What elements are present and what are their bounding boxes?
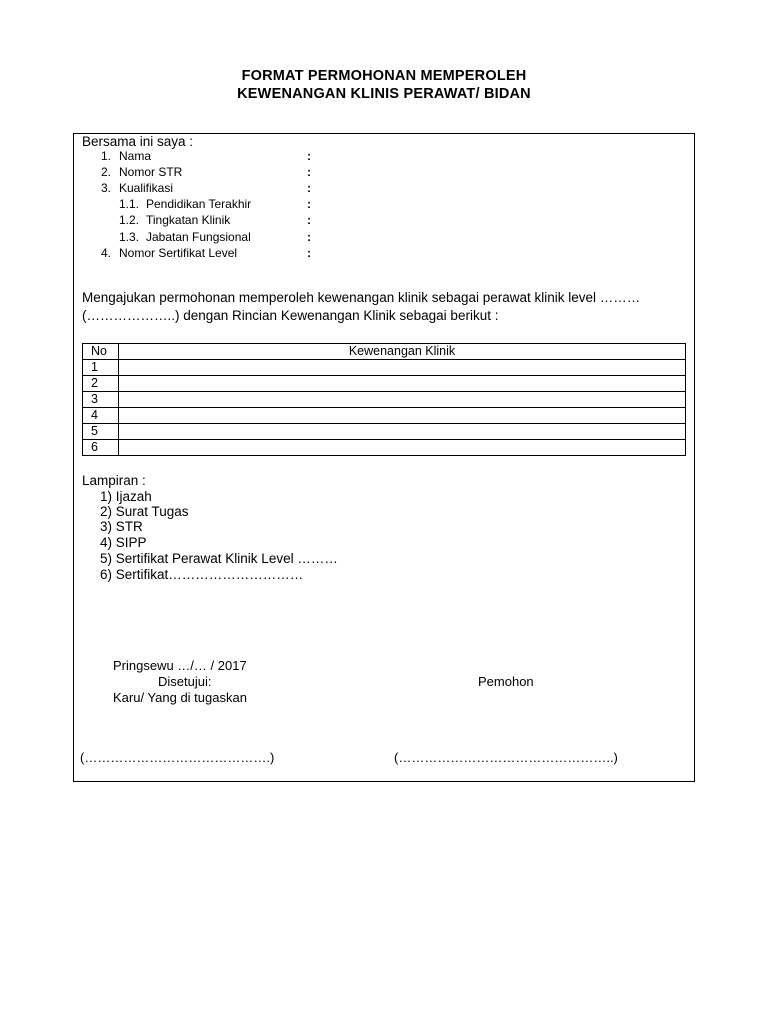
table-header-row [83,344,686,360]
column-header-no: No [83,344,119,360]
applicant-label: Pemohon [478,674,534,689]
place-date: Pringsewu …/… / 2017 [113,658,247,673]
table-row [83,424,686,440]
title-line-1: FORMAT PERMOHONAN MEMPEROLEH [241,68,527,84]
field-number: 2. [101,165,112,179]
lampiran-item: 1) Ijazah [100,489,152,504]
field-label-tingkatan: Tingkatan Klinik [146,213,231,227]
table-row [83,376,686,392]
form-box [73,133,695,782]
approved-label: Disetujui: [158,674,212,689]
lampiran-item: 6) Sertifikat………………………… [100,567,304,582]
lampiran-item: 3) STR [100,519,143,534]
request-paragraph-line-1: Mengajukan permohonan memperoleh kewenangan klinik sebagai perawat klinik level ……… [82,290,641,305]
kewenangan-cell [119,424,686,440]
lampiran-item: 5) Sertifikat Perawat Klinik Level ……… [100,551,338,566]
kewenangan-table [82,343,686,456]
approver-signature-line: (…………………………………….) [80,750,275,765]
field-label-sertifikat: Nomor Sertifikat Level [119,246,238,260]
field-number: 1.3. [119,230,140,244]
kewenangan-cell [119,392,686,408]
field-number: 1.2. [119,213,140,227]
field-colon: : [307,213,311,227]
row-number: 4 [83,408,119,424]
kewenangan-cell [119,440,686,456]
field-colon: : [307,197,311,211]
row-number: 1 [83,360,119,376]
field-number: 1.1. [119,197,140,211]
title-line-2: KEWENANGAN KLINIS PERAWAT/ BIDAN [237,86,531,102]
field-label-nomor-str: Nomor STR [119,165,183,179]
lampiran-item: 2) Surat Tugas [100,504,189,519]
request-paragraph-line-2: (………………..) dengan Rincian Kewenangan Klinik sebagai berikut : [82,308,499,323]
row-number: 3 [83,392,119,408]
applicant-signature-line: (…………………………………………..) [394,750,618,765]
field-label-pendidikan: Pendidikan Terakhir [146,197,252,211]
row-number: 2 [83,376,119,392]
field-colon: : [307,230,311,244]
field-number: 1. [101,149,112,163]
lampiran-item: 4) SIPP [100,535,147,550]
row-number: 6 [83,440,119,456]
field-colon: : [307,165,311,179]
kewenangan-cell [119,408,686,424]
table-row [83,440,686,456]
lampiran-heading: Lampiran : [82,473,146,488]
field-label-kualifikasi: Kualifikasi [119,181,174,195]
field-label-jabatan: Jabatan Fungsional [146,230,251,244]
kewenangan-cell [119,360,686,376]
intro-text: Bersama ini saya : [82,134,194,149]
table-row [83,408,686,424]
field-number: 4. [101,246,112,260]
table-row [83,360,686,376]
field-colon: : [307,149,311,163]
table-row [83,392,686,408]
kewenangan-cell [119,376,686,392]
column-header-kewenangan: Kewenangan Klinik [119,344,686,360]
row-number: 5 [83,424,119,440]
field-colon: : [307,246,311,260]
field-colon: : [307,181,311,195]
approver-role: Karu/ Yang di tugaskan [113,690,247,705]
field-number: 3. [101,181,112,195]
field-label-nama: Nama [119,149,152,163]
